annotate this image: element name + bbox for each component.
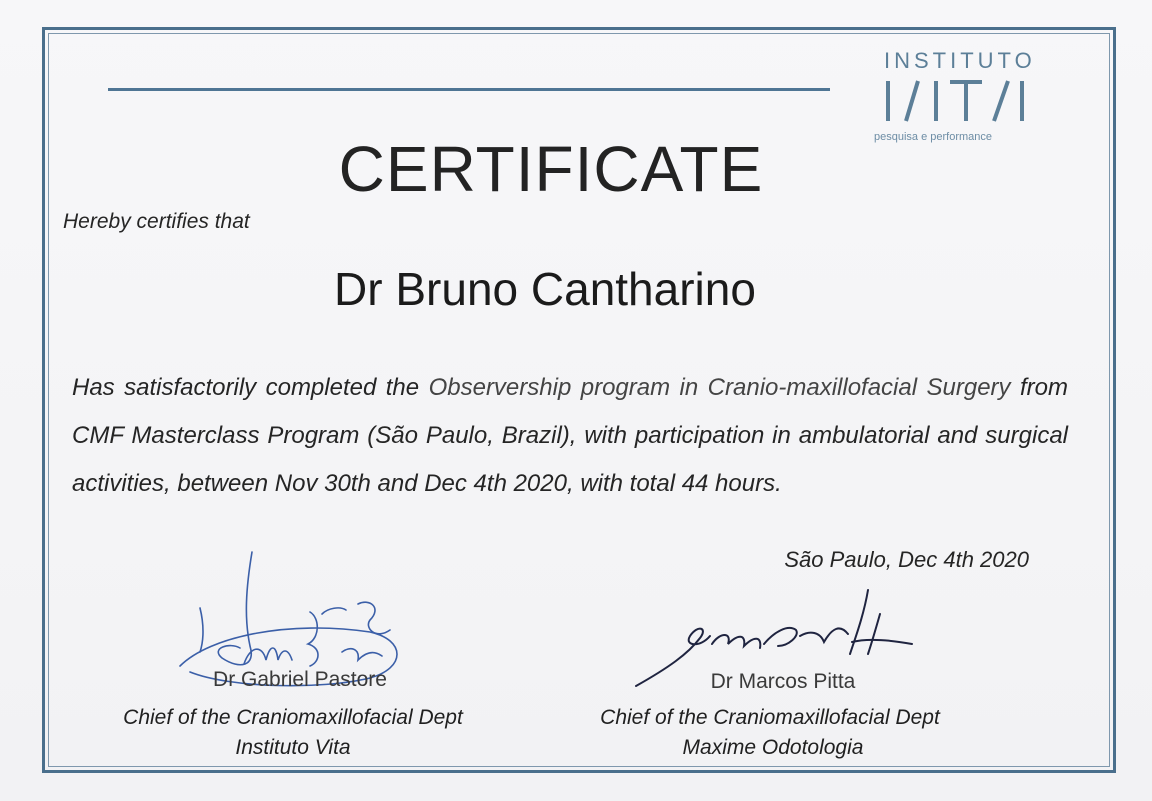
signatory-1-role: Chief of the Craniomaxillofacial Dept	[123, 706, 463, 729]
signatory-1-org: Instituto Vita	[235, 736, 351, 759]
body-intro: Has satisfactorily completed the	[72, 374, 429, 401]
program-name: Observership program in Cranio-maxillofacial Surgery	[428, 374, 1011, 401]
logo-tagline: pesquisa e performance	[874, 131, 993, 143]
header-rule	[108, 88, 830, 91]
certificate-body	[72, 364, 1068, 508]
signatory-2-name: Dr Marcos Pitta	[710, 670, 856, 693]
logo-wordmark-top: INSTITUTO	[884, 48, 1036, 73]
place-date: São Paulo, Dec 4th 2020	[784, 547, 1029, 572]
recipient-name: Dr Bruno Cantharino	[334, 263, 756, 315]
vita-logo-mark-icon	[884, 79, 1034, 123]
certificate-title: CERTIFICATE	[338, 133, 764, 205]
signatory-2-org: Maxime Odotologia	[682, 736, 864, 759]
signatory-1-name: Dr Gabriel Pastore	[213, 668, 387, 691]
signatory-2-role: Chief of the Craniomaxillofacial Dept	[600, 706, 940, 729]
certifies-line: Hereby certifies that	[63, 210, 250, 233]
body-details: from CMF Masterclass Program (São Paulo, Brazil), with participation in ambulatorial and surgical activities, between Nov 30th and Dec 4th 2020, with total 44 hours.	[72, 374, 1069, 497]
